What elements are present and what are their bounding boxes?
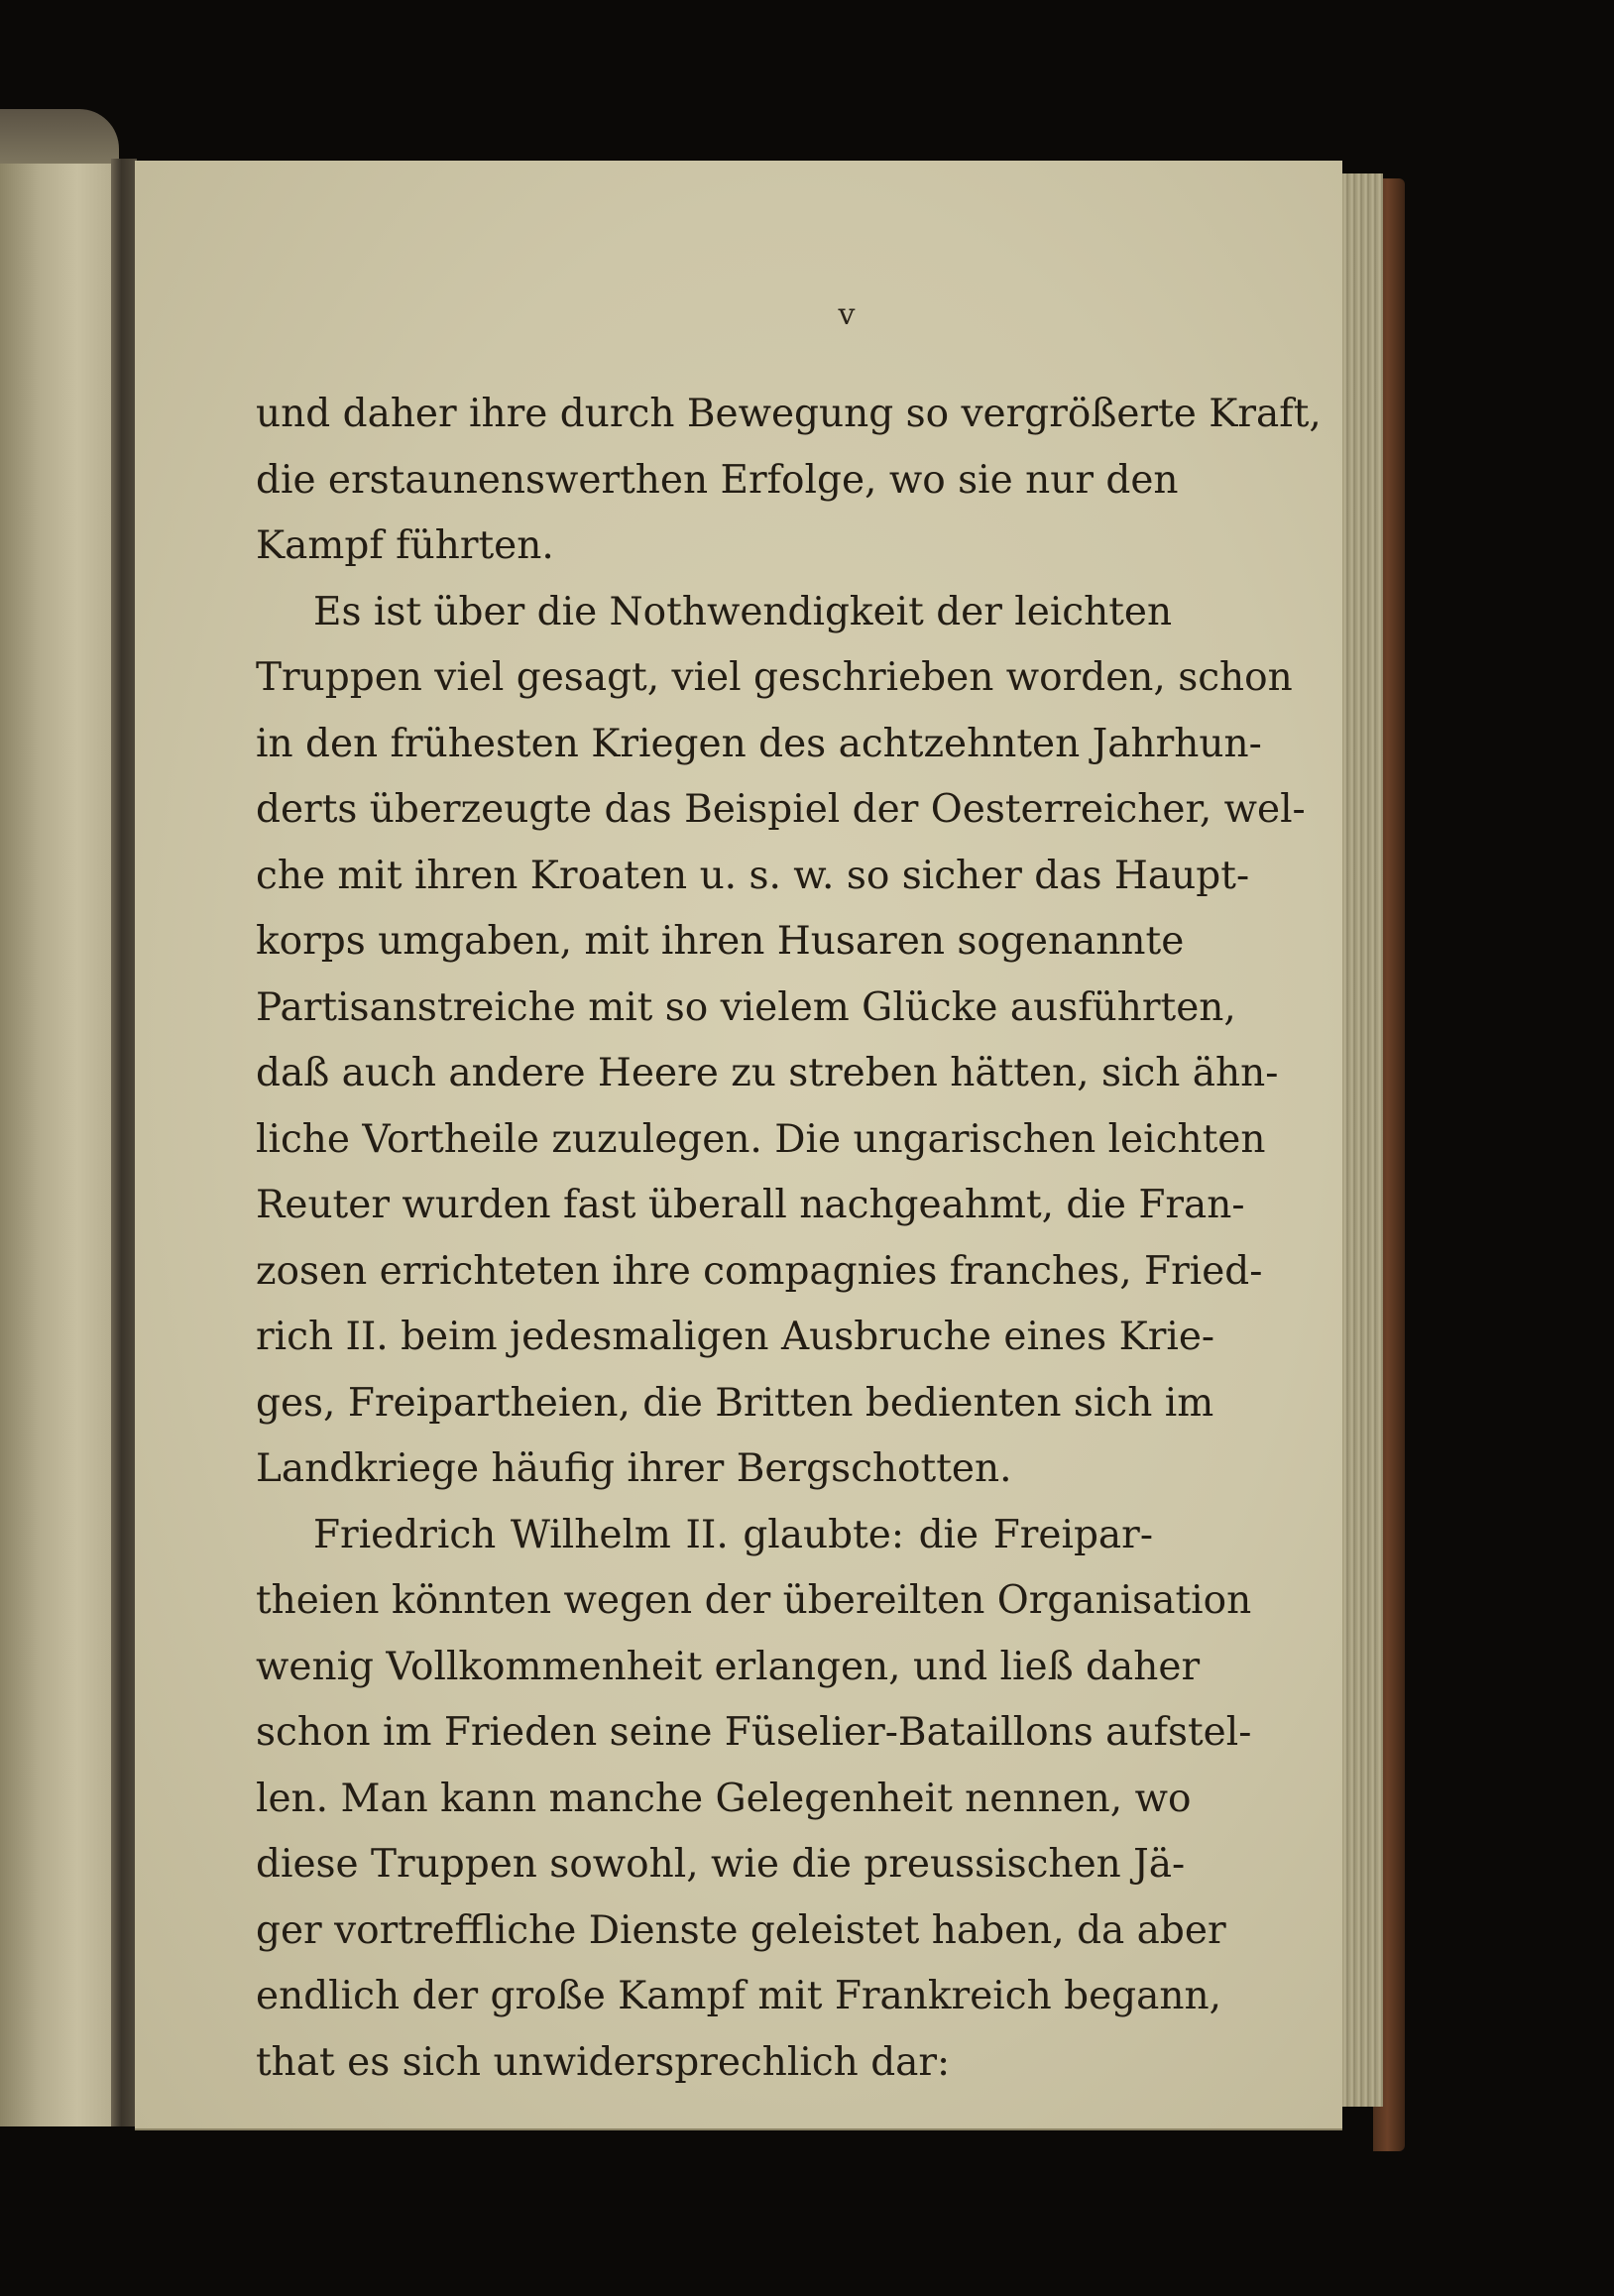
text-line: korps umgaben, mit ihren Husaren sogenannte (256, 919, 1185, 964)
text-line: daß auch andere Heere zu streben hätten, sich ähn- (256, 1051, 1279, 1095)
text-line: ger vortreffliche Dienste geleistet haben, da aber (256, 1907, 1226, 1953)
left-page (0, 164, 111, 2126)
text-line: Kampf führten. (256, 523, 554, 568)
text-line: wenig Vollkommenheit erlangen, und ließ daher (256, 1644, 1201, 1689)
text-line: und daher ihre durch Bewegung so vergrößerte Kraft, (256, 392, 1322, 436)
text-line: endlich der große Kampf mit Frankreich begann, (256, 1974, 1222, 2018)
text-line: Es ist über die Nothwendigkeit der leichten (313, 589, 1173, 634)
text-line: Friedrich Wilhelm II. glaubte: die Freipar- (313, 1512, 1153, 1557)
text-line: Partisanstreiche mit so vielem Glücke ausführten, (256, 984, 1236, 1030)
text-line: zosen errichteten ihre compagnies franches, Fried- (256, 1248, 1263, 1294)
book-gutter (111, 159, 137, 2126)
text-line: Truppen viel gesagt, viel geschrieben worden, schon (256, 655, 1293, 700)
page-number: v (838, 297, 856, 332)
text-line: Landkriege häufig ihrer Bergschotten. (256, 1446, 1012, 1491)
text-line: diese Truppen sowohl, wie die preussischen Jä- (256, 1842, 1186, 1887)
text-line: derts überzeugte das Beispiel der Oesterreicher, wel- (256, 787, 1306, 832)
text-line: rich II. beim jedesmaligen Ausbruche eines Krie- (256, 1315, 1215, 1359)
text-line: in den frühesten Kriegen des achtzehnten Jahrhun- (256, 721, 1262, 766)
text-line: schon im Frieden seine Füselier-Bataillons aufstel- (256, 1710, 1252, 1755)
text-line: che mit ihren Kroaten u. s. w. so sicher das Haupt- (256, 853, 1250, 898)
text-line: Reuter wurden fast überall nachgeahmt, die Fran- (256, 1183, 1245, 1227)
text-line: that es sich unwidersprechlich dar: (256, 2039, 951, 2085)
text-line: die erstaunenswerthen Erfolge, wo sie nur den (256, 457, 1179, 503)
text-line: ges, Freipartheien, die Britten bedienten sich im (256, 1380, 1214, 1426)
page-text (256, 382, 1322, 2096)
text-line: liche Vortheile zuzulegen. Die ungarischen leichten (256, 1116, 1266, 1162)
text-line: theien könnten wegen der übereilten Organisation (256, 1578, 1252, 1623)
text-line: len. Man kann manche Gelegenheit nennen, wo (256, 1776, 1192, 1821)
